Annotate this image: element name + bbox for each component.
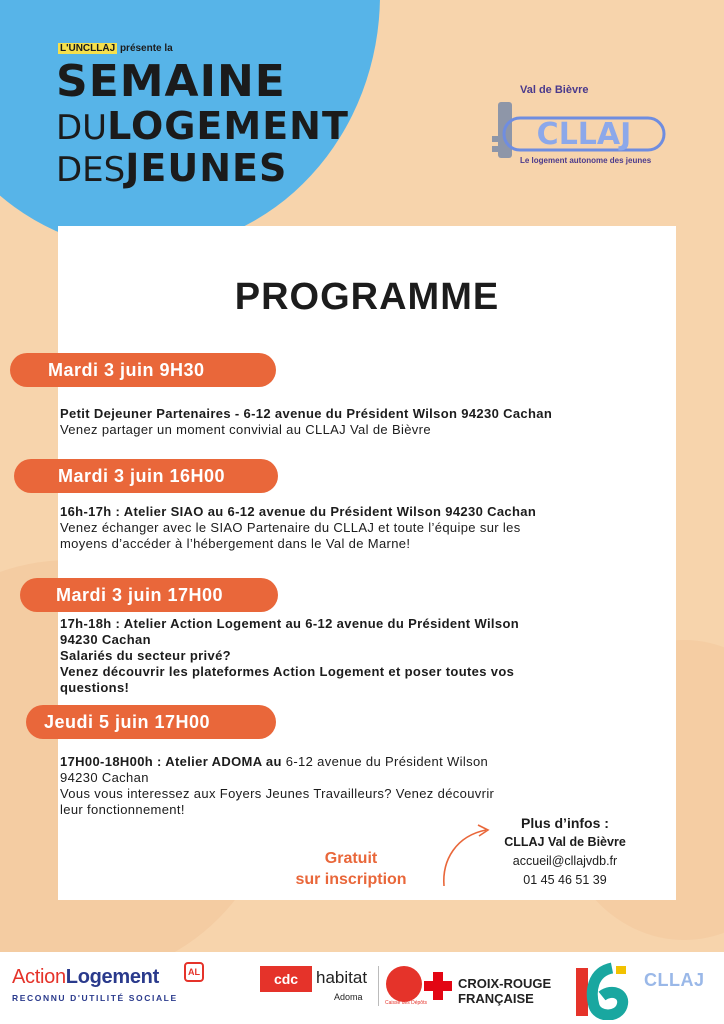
cdc-habitat-text: habitat bbox=[316, 968, 368, 987]
cdc-box: cdc bbox=[260, 966, 312, 992]
event-line: Venez échanger avec le SIAO Partenaire du CLLAJ et toute l’équipe sur les bbox=[60, 520, 521, 535]
contact-name: CLLAJ Val de Bièvre bbox=[504, 835, 626, 849]
event-line: 17h-18h : Atelier Action Logement au 6-12 avenue du Président Wilson bbox=[60, 616, 520, 631]
event-title-line-2 bbox=[56, 104, 349, 148]
presenter-suffix: présente la bbox=[119, 43, 173, 54]
contact-info bbox=[470, 814, 660, 890]
event-line: 94230 Cachan bbox=[60, 770, 149, 785]
event-line: questions! bbox=[60, 680, 130, 695]
event-title-line-1: SEMAINE bbox=[56, 56, 286, 107]
event-date-pill: Mardi 3 juin 16H00 bbox=[14, 459, 278, 493]
action-logement-logo bbox=[12, 966, 200, 1003]
event-line: Vous vous interessez aux Foyers Jeunes Travailleurs? Venez découvrir bbox=[60, 786, 495, 801]
program-title: PROGRAMME bbox=[234, 276, 500, 318]
action-logement-badge-icon: AL bbox=[184, 962, 204, 982]
mini-cllaj-logo bbox=[644, 970, 706, 991]
contact-email[interactable]: accueil@cllajvdb.fr bbox=[512, 854, 618, 868]
croix-rouge-line: FRANÇAISE bbox=[458, 991, 534, 1006]
event-line bbox=[60, 754, 660, 770]
event-line-bold: 17H00-18H00h : Atelier ADOMA au bbox=[60, 754, 282, 769]
event-line: leur fonctionnement! bbox=[60, 802, 185, 817]
event-date-pill: Mardi 3 juin 17H00 bbox=[20, 578, 278, 612]
title-line-3-small: DES bbox=[56, 150, 126, 190]
free-registration-note bbox=[268, 848, 434, 890]
action-logement-name: ActionLogement bbox=[12, 966, 159, 988]
presenter-line bbox=[58, 43, 173, 54]
event-line: Petit Dejeuner Partenaires - 6-12 avenue du Président Wilson 94230 Cachan bbox=[60, 406, 553, 421]
title-line-3-big: JEUNES bbox=[125, 146, 288, 190]
event-details bbox=[60, 754, 660, 818]
event-line: Salariés du secteur privé? bbox=[60, 648, 231, 663]
action-logement-subtitle: RECONNU D'UTILITÉ SOCIALE bbox=[12, 993, 178, 1003]
partner-logos-footer bbox=[0, 952, 724, 1024]
contact-heading: Plus d’infos : bbox=[521, 815, 609, 831]
cllaj-logo-tagline: Le logement autonome des jeunes bbox=[520, 156, 652, 165]
presenter-brand: L'UNCLLAJ bbox=[60, 43, 116, 54]
title-line-2-big: LOGEMENT bbox=[107, 104, 349, 148]
gratuit-line: Gratuit bbox=[324, 850, 378, 867]
cllaj-logo-place: Val de Bièvre bbox=[520, 84, 589, 96]
event-line: Venez découvrir les plateformes Action Logement et poser toutes vos bbox=[60, 664, 515, 679]
event-line: 94230 Cachan bbox=[60, 632, 151, 647]
event-line: 16h-17h : Atelier SIAO au 6-12 avenue du Président Wilson 94230 Cachan bbox=[60, 504, 537, 519]
title-line-2-small: DU bbox=[56, 108, 108, 148]
event-title-line-3 bbox=[56, 146, 287, 190]
event-line-rest: 6-12 avenue du Président Wilson bbox=[281, 754, 489, 769]
cdc-adoma-text: Adoma bbox=[334, 992, 363, 1002]
caisse-depots-text: Caisse des Dépôts bbox=[385, 1000, 427, 1006]
event-date-pill: Mardi 3 juin 9H30 bbox=[10, 353, 276, 387]
cllaj-wordmark: CLLAJ bbox=[536, 117, 632, 152]
event-details bbox=[60, 616, 660, 696]
mini-cllaj-wordmark: CLLAJ bbox=[644, 970, 705, 990]
croix-rouge-text bbox=[458, 976, 551, 1006]
event-line: moyens d’accéder à l’hébergement dans le Val de Marne! bbox=[60, 536, 411, 551]
event-line: Venez partager un moment convivial au CLLAJ Val de Bièvre bbox=[60, 422, 431, 437]
event-details bbox=[60, 504, 660, 552]
croix-rouge-logo bbox=[424, 972, 552, 1006]
event-details bbox=[60, 406, 660, 438]
colorful-16-logo-icon bbox=[572, 962, 634, 1020]
red-cross-icon bbox=[424, 972, 452, 1000]
cdc-divider bbox=[378, 966, 379, 1006]
croix-rouge-line: CROIX-ROUGE bbox=[458, 976, 552, 991]
caisse-depots-logo-icon bbox=[386, 966, 422, 1002]
event-date-pill: Jeudi 5 juin 17H00 bbox=[26, 705, 276, 739]
cllaj-logo bbox=[488, 80, 678, 190]
contact-phone[interactable]: 01 45 46 51 39 bbox=[523, 873, 607, 887]
gratuit-line: sur inscription bbox=[295, 871, 407, 888]
